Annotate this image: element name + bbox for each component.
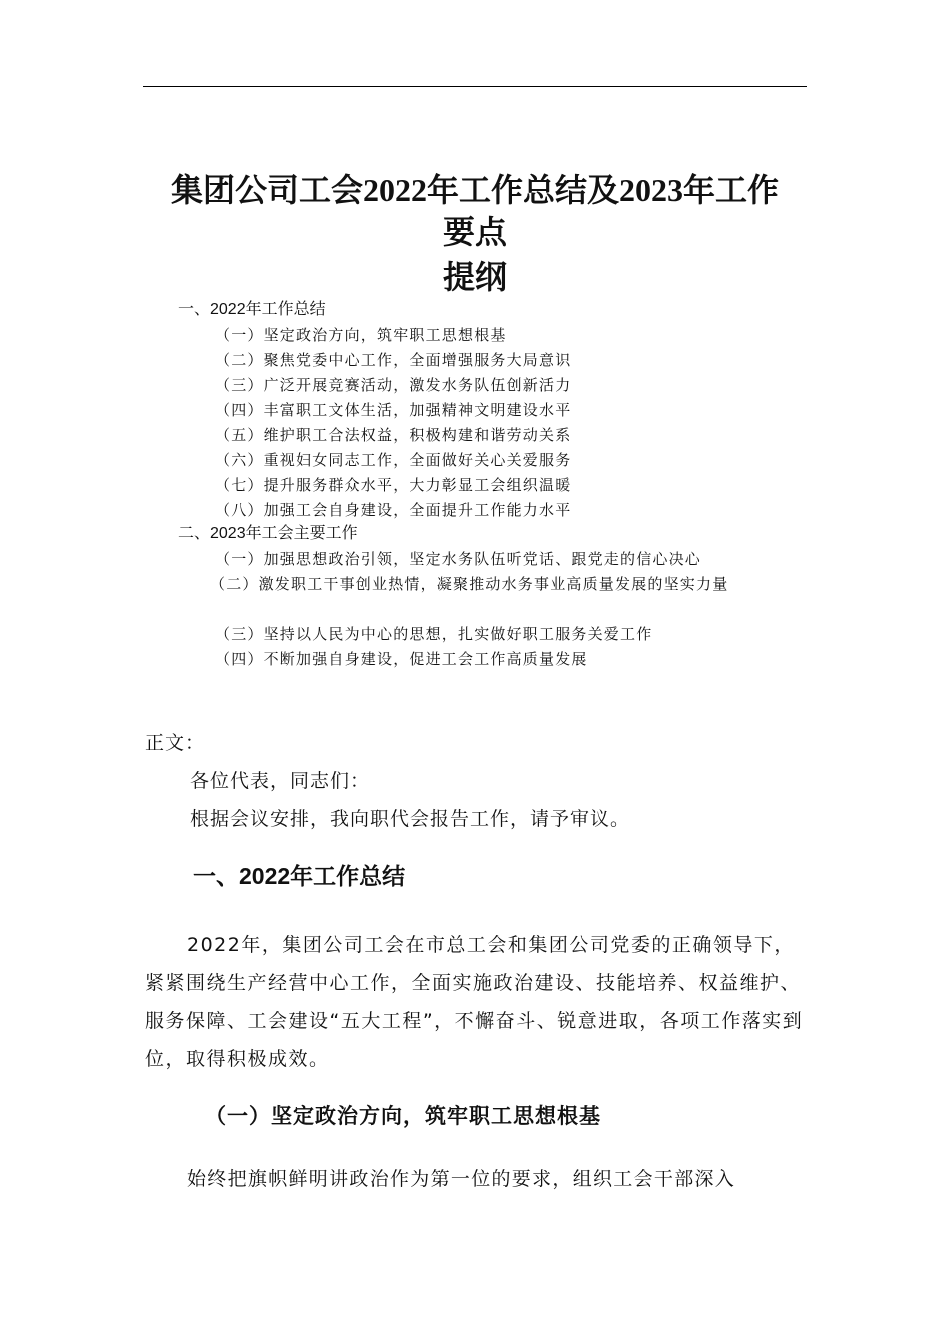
outline-section-2: 二、2023年工会主要工作 [178,525,358,542]
greeting: 各位代表，同志们： [190,770,371,792]
outline-item-1-3: （三）广泛开展竞赛活动，激发水务队伍创新活力 [215,376,572,394]
document-title-line3: 提纲 [442,259,507,295]
outline-item-1-4: （四）丰富职工文体生活，加强精神文明建设水平 [215,401,572,419]
outline-item-1-2: （二）聚焦党委中心工作，全面增强服务大局意识 [215,351,572,369]
section-heading-1: 一、2022年工作总结 [193,863,406,889]
outline-item-1-8: （八）加强工会自身建设，全面提升工作能力水平 [215,501,572,519]
paragraph-summary: 2022年，集团公司工会在市总工会和集团公司党委的正确领导下，紧紧围绕生产经营中心工作，全面实施政治建设、技能培养、权益维护、服务保障、工会建设“五大工程”，不懈奋斗、锐意进取，各项工作落实到位，取得积极成效。 [145,934,804,1070]
outline-item-1-6: （六）重视妇女同志工作，全面做好关心关爱服务 [215,451,572,469]
outline-section-1: 一、2022年工作总结 [178,301,326,318]
body-label: 正文： [145,732,206,754]
subsection-heading-1: （一）坚定政治方向，筑牢职工思想根基 [205,1104,601,1128]
outline-item-2-1: （一）加强思想政治引领，坚定水务队伍听党话、跟党走的信心决心 [215,550,702,568]
paragraph-partial: 始终把旗帜鲜明讲政治作为第一位的要求，组织工会干部深入 [187,1168,736,1190]
outline-item-2-2: （二）激发职工干事创业热情，凝聚推动水务事业高质量发展的坚实力量 [210,575,729,593]
outline-item-2-4: （四）不断加强自身建设，促进工会工作高质量发展 [215,650,588,668]
outline-item-2-3: （三）坚持以人民为中心的思想，扎实做好职工服务关爱工作 [215,625,653,643]
header-rule [143,86,807,87]
outline-item-1-7: （七）提升服务群众水平，大力彰显工会组织温暖 [215,476,572,494]
intro-paragraph: 根据会议安排，我向职代会报告工作，请予审议。 [190,808,631,830]
document-title-line1: 集团公司工会2022年工作总结及2023年工作 [170,172,779,208]
outline-item-1-5: （五）维护职工合法权益，积极构建和谐劳动关系 [215,426,572,444]
outline-item-1-1: （一）坚定政治方向，筑牢职工思想根基 [215,326,507,344]
document-title-line2: 要点 [442,214,507,250]
